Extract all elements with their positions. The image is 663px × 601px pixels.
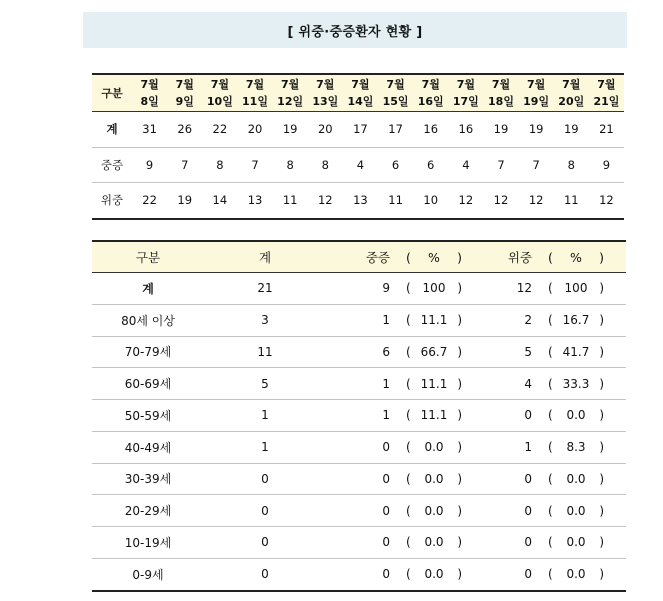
daily-value-cell: 13: [343, 183, 378, 219]
pct-value: 100: [422, 281, 446, 296]
paren-close: ): [599, 567, 604, 582]
paren-close: ): [457, 471, 462, 486]
paren-close: ): [599, 471, 604, 486]
date-header-cell: [343, 74, 378, 112]
daily-value-cell: 7: [237, 147, 272, 183]
age-row: [92, 431, 626, 463]
paren-close: ): [599, 281, 604, 296]
date-day: 15일: [382, 95, 409, 108]
paren-open: (: [548, 376, 553, 391]
pct-value: 0.0: [566, 471, 586, 486]
date-month: 7월: [140, 78, 159, 91]
paren-open: (: [548, 535, 553, 550]
pct-value: 41.7: [562, 344, 590, 359]
date-header-cell: [519, 74, 554, 112]
paren-close: ): [599, 249, 604, 265]
age-critical-pct-cell: [548, 558, 626, 590]
age-total-cell: 0: [204, 558, 326, 590]
paren-open: (: [406, 471, 411, 486]
age-critical-cell: 0: [484, 495, 548, 527]
date-day: 8일: [140, 95, 159, 108]
pct-wrap: [548, 472, 604, 486]
paren-close: ): [599, 344, 604, 359]
age-row: [92, 527, 626, 559]
date-day: 12일: [277, 95, 304, 108]
date-day: 16일: [417, 95, 444, 108]
age-severe-pct-cell: [406, 400, 484, 432]
daily-row: [92, 147, 624, 183]
age-severe-cell: 9: [326, 273, 406, 305]
daily-value-cell: 9: [589, 147, 624, 183]
date-day: 10일: [206, 95, 233, 108]
daily-value-cell: 6: [378, 147, 413, 183]
paren-close: ): [457, 567, 462, 582]
age-total-cell: 1: [204, 431, 326, 463]
paren-open: (: [548, 408, 553, 423]
age-group-label: 70-79세: [92, 336, 204, 368]
paren-close: ): [457, 408, 462, 423]
daily-value-cell: 14: [202, 183, 237, 219]
age-critical-cell: 5: [484, 336, 548, 368]
age-critical-pct-cell: [548, 431, 626, 463]
age-group-label: 계: [92, 273, 204, 305]
age-header-total: 계: [204, 241, 326, 273]
daily-value-cell: 4: [343, 147, 378, 183]
daily-value-cell: 6: [413, 147, 448, 183]
age-row: [92, 336, 626, 368]
age-critical-cell: 0: [484, 558, 548, 590]
age-total-cell: 0: [204, 463, 326, 495]
age-critical-cell: 1: [484, 431, 548, 463]
age-group-label: 50-59세: [92, 400, 204, 432]
age-severe-pct-cell: [406, 463, 484, 495]
age-severe-pct-cell: [406, 431, 484, 463]
paren-close: ): [457, 281, 462, 296]
date-month: 7월: [421, 78, 440, 91]
daily-status-table: [92, 73, 624, 220]
age-critical-pct-cell: [548, 527, 626, 559]
age-header-group: 구분: [92, 241, 204, 273]
age-critical-pct-cell: [548, 336, 626, 368]
pct-wrap: [406, 440, 462, 454]
date-month: 7월: [526, 78, 546, 91]
age-critical-pct-cell: [548, 400, 626, 432]
age-severe-cell: 0: [326, 495, 406, 527]
age-severe-cell: 0: [326, 463, 406, 495]
pct-wrap: [548, 535, 604, 549]
paren-open: (: [406, 281, 411, 296]
daily-row: [92, 183, 624, 219]
age-group-label: 0-9세: [92, 558, 204, 590]
pct-wrap: [406, 535, 462, 549]
age-group-label: 80세 이상: [92, 304, 204, 336]
daily-value-cell: 8: [202, 147, 237, 183]
age-critical-cell: 0: [484, 400, 548, 432]
age-total-cell: 0: [204, 527, 326, 559]
pct-value: 33.3: [562, 376, 590, 391]
date-day: 19일: [523, 95, 550, 108]
age-header-severe: 중증: [326, 241, 406, 273]
daily-value-cell: 11: [273, 183, 308, 219]
daily-value-cell: 8: [308, 147, 343, 183]
daily-row-label: 위중: [92, 183, 132, 219]
pct-value: 0.0: [566, 503, 586, 518]
title-banner: [83, 12, 627, 48]
age-row: [92, 368, 626, 400]
paren-open: (: [406, 376, 411, 391]
paren-open: (: [406, 313, 411, 328]
date-header-cell: [273, 74, 308, 112]
pct-wrap: [406, 281, 462, 295]
pct-wrap: [548, 313, 604, 327]
paren-close: ): [457, 376, 462, 391]
pct-value: 0.0: [424, 567, 444, 582]
paren-open: (: [406, 567, 411, 582]
date-header-cell: [483, 74, 518, 112]
age-total-cell: 3: [204, 304, 326, 336]
pct-value: 8.3: [566, 440, 586, 455]
pct-value: 0.0: [566, 535, 586, 550]
age-severe-pct-cell: [406, 558, 484, 590]
daily-value-cell: 11: [554, 183, 589, 219]
age-total-cell: 21: [204, 273, 326, 305]
pct-value: 0.0: [566, 567, 586, 582]
age-severe-cell: 1: [326, 368, 406, 400]
age-severe-cell: 0: [326, 558, 406, 590]
daily-value-cell: 8: [273, 147, 308, 183]
date-month: 7월: [351, 78, 370, 91]
paren-open: (: [548, 313, 553, 328]
paren-open: (: [548, 249, 553, 265]
daily-value-cell: 22: [202, 112, 237, 148]
date-month: 7월: [245, 78, 265, 91]
age-critical-cell: 0: [484, 527, 548, 559]
daily-row: [92, 112, 624, 148]
age-row: [92, 558, 626, 590]
pct-value: 16.7: [562, 313, 590, 328]
pct-wrap: [548, 281, 604, 295]
pct-wrap: [406, 377, 462, 391]
age-group-label: 60-69세: [92, 368, 204, 400]
paren-open: (: [406, 408, 411, 423]
age-critical-cell: 12: [484, 273, 548, 305]
date-day: 9일: [175, 95, 194, 108]
date-month: 7월: [562, 78, 581, 91]
daily-value-cell: 9: [132, 147, 167, 183]
date-month: 7월: [281, 78, 300, 91]
daily-value-cell: 4: [448, 147, 483, 183]
daily-value-cell: 19: [483, 112, 518, 148]
daily-value-cell: 10: [413, 183, 448, 219]
age-row: [92, 304, 626, 336]
date-month: 7월: [491, 78, 511, 91]
date-header-cell: [132, 74, 167, 112]
age-critical-cell: 2: [484, 304, 548, 336]
pct-value: 0.0: [424, 440, 444, 455]
age-row: [92, 463, 626, 495]
date-day: 17일: [452, 95, 479, 108]
daily-value-cell: 12: [519, 183, 554, 219]
paren-close: ): [457, 503, 462, 518]
pct-value: 0.0: [424, 535, 444, 550]
age-severe-cell: 1: [326, 400, 406, 432]
daily-value-cell: 7: [167, 147, 202, 183]
date-month: 7월: [597, 78, 616, 91]
pct-wrap: [406, 313, 462, 327]
paren-close: ): [599, 503, 604, 518]
pct-wrap: [406, 472, 462, 486]
age-critical-pct-cell: [548, 495, 626, 527]
pct-value: 11.1: [420, 408, 448, 423]
daily-value-cell: 20: [237, 112, 272, 148]
paren-open: (: [548, 344, 553, 359]
date-month: 7월: [386, 78, 405, 91]
daily-value-cell: 17: [378, 112, 413, 148]
pct-sign: %: [570, 249, 582, 265]
age-severe-pct-cell: [406, 304, 484, 336]
daily-value-cell: 16: [413, 112, 448, 148]
age-group-label: 20-29세: [92, 495, 204, 527]
daily-value-cell: 26: [167, 112, 202, 148]
pct-wrap: [548, 408, 604, 422]
paren-open: (: [406, 503, 411, 518]
age-critical-pct-cell: [548, 304, 626, 336]
age-critical-pct-cell: [548, 273, 626, 305]
daily-value-cell: 12: [589, 183, 624, 219]
age-group-label: 40-49세: [92, 431, 204, 463]
age-group-table: [92, 240, 626, 592]
pct-value: 66.7: [420, 344, 448, 359]
daily-value-cell: 12: [448, 183, 483, 219]
age-severe-pct-cell: [406, 527, 484, 559]
date-day: 11일: [242, 95, 268, 108]
paren-open: (: [548, 567, 553, 582]
date-day: 18일: [488, 95, 514, 108]
age-total-cell: 1: [204, 400, 326, 432]
daily-row-label: 중증: [92, 147, 132, 183]
daily-value-cell: 8: [554, 147, 589, 183]
age-total-cell: 5: [204, 368, 326, 400]
daily-value-cell: 13: [237, 183, 272, 219]
age-critical-pct-cell: [548, 368, 626, 400]
paren-close: ): [457, 344, 462, 359]
age-severe-cell: 1: [326, 304, 406, 336]
daily-value-cell: 19: [519, 112, 554, 148]
paren-open: (: [548, 471, 553, 486]
daily-header-row: [92, 74, 624, 112]
age-severe-pct-cell: [406, 368, 484, 400]
paren-open: (: [548, 440, 553, 455]
paren-close: ): [457, 535, 462, 550]
date-day: 14일: [347, 95, 374, 108]
paren-close: ): [599, 313, 604, 328]
pct-wrap: [548, 567, 604, 581]
paren-close: ): [599, 535, 604, 550]
age-severe-pct-cell: [406, 495, 484, 527]
daily-value-cell: 12: [483, 183, 518, 219]
paren-open: (: [406, 440, 411, 455]
age-header-severe-pct: [406, 241, 484, 273]
date-month: 7월: [456, 78, 475, 91]
date-header-cell: [308, 74, 343, 112]
age-header-critical-pct: [548, 241, 626, 273]
pct-value: 11.1: [420, 313, 448, 328]
pct-value: 0.0: [424, 503, 444, 518]
daily-value-cell: 31: [132, 112, 167, 148]
pct-value: 0.0: [566, 408, 586, 423]
paren-open: (: [406, 535, 411, 550]
daily-value-cell: 19: [273, 112, 308, 148]
age-severe-cell: 6: [326, 336, 406, 368]
age-severe-pct-cell: [406, 273, 484, 305]
age-critical-cell: 4: [484, 368, 548, 400]
daily-value-cell: 21: [589, 112, 624, 148]
age-total-cell: 11: [204, 336, 326, 368]
pct-wrap: [406, 504, 462, 518]
daily-value-cell: 20: [308, 112, 343, 148]
daily-value-cell: 19: [554, 112, 589, 148]
date-header-cell: [413, 74, 448, 112]
date-month: 7월: [175, 78, 194, 91]
pct-wrap: [548, 440, 604, 454]
pct-value: 100: [564, 281, 588, 296]
daily-value-cell: 7: [519, 147, 554, 183]
daily-header-label: 구분: [92, 74, 132, 112]
pct-wrap: [406, 345, 462, 359]
date-header-cell: [237, 74, 272, 112]
daily-value-cell: 12: [308, 183, 343, 219]
page-title: [ 위중·중증환자 현황 ]: [287, 25, 423, 40]
paren-close: ): [457, 313, 462, 328]
pct-wrap: [548, 377, 604, 391]
date-header-cell: [167, 74, 202, 112]
date-day: 21일: [593, 95, 620, 108]
daily-value-cell: 22: [132, 183, 167, 219]
pct-wrap: [548, 504, 604, 518]
age-row: [92, 495, 626, 527]
pct-value: 0.0: [424, 471, 444, 486]
paren-open: (: [406, 344, 411, 359]
date-header-cell: [554, 74, 589, 112]
daily-value-cell: 7: [483, 147, 518, 183]
daily-value-cell: 19: [167, 183, 202, 219]
age-total-cell: 0: [204, 495, 326, 527]
daily-row-label: 계: [92, 112, 132, 148]
date-month: 7월: [316, 78, 335, 91]
daily-value-cell: 11: [378, 183, 413, 219]
daily-value-cell: 16: [448, 112, 483, 148]
pct-value: 11.1: [420, 376, 448, 391]
date-header-cell: [378, 74, 413, 112]
paren-close: ): [599, 376, 604, 391]
date-header-cell: [448, 74, 483, 112]
age-header-row: [92, 241, 626, 273]
age-severe-cell: 0: [326, 431, 406, 463]
age-critical-pct-cell: [548, 463, 626, 495]
age-group-label: 10-19세: [92, 527, 204, 559]
paren-close: ): [457, 249, 462, 265]
age-severe-cell: 0: [326, 527, 406, 559]
paren-close: ): [599, 440, 604, 455]
age-row: [92, 273, 626, 305]
paren-open: (: [548, 503, 553, 518]
pct-wrap: [548, 345, 604, 359]
date-header-cell: [202, 74, 237, 112]
paren-close: ): [599, 408, 604, 423]
paren-close: ): [457, 440, 462, 455]
date-month: 7월: [210, 78, 229, 91]
paren-open: (: [406, 249, 411, 265]
paren-open: (: [548, 281, 553, 296]
age-header-critical: 위중: [484, 241, 548, 273]
age-critical-cell: 0: [484, 463, 548, 495]
date-day: 13일: [312, 95, 339, 108]
daily-value-cell: 17: [343, 112, 378, 148]
date-day: 20일: [558, 95, 585, 108]
age-severe-pct-cell: [406, 336, 484, 368]
pct-wrap: [406, 567, 462, 581]
pct-wrap: [406, 408, 462, 422]
pct-sign: %: [428, 249, 440, 265]
age-group-label: 30-39세: [92, 463, 204, 495]
age-row: [92, 400, 626, 432]
date-header-cell: [589, 74, 624, 112]
